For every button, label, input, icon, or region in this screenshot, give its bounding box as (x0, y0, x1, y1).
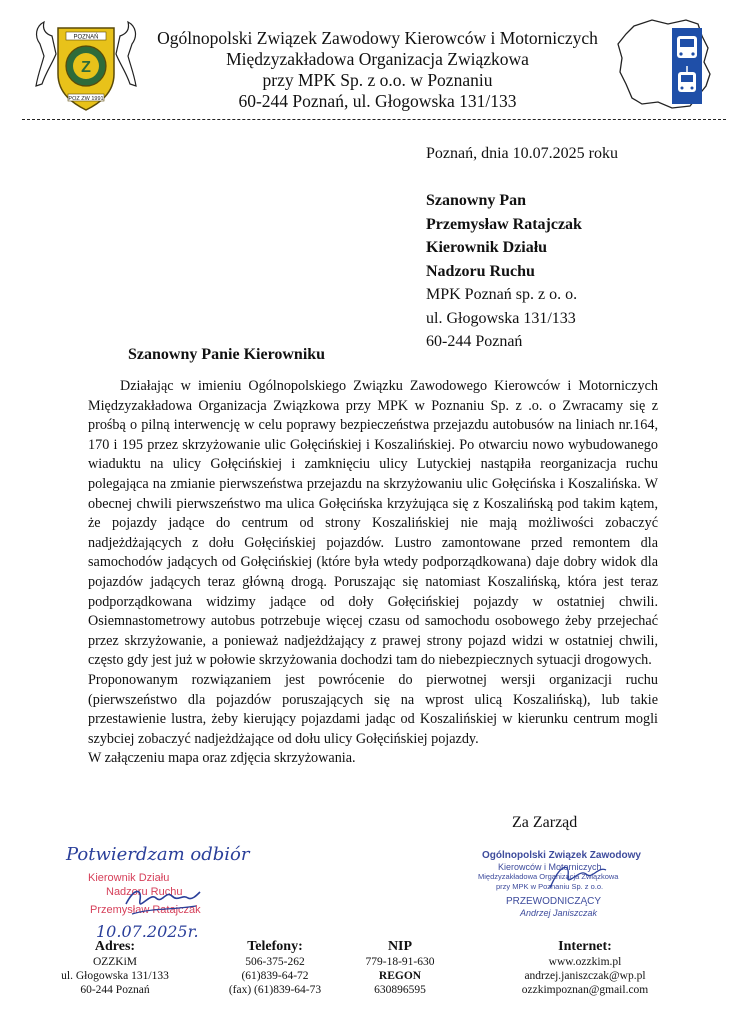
stamp-title: PRZEWODNICZĄCY (506, 896, 601, 907)
letter-body (88, 377, 658, 769)
handwritten-signature (122, 884, 202, 920)
body-paragraph: Działając w imieniu Ogólnopolskiego Związku Zawodowego Kierowców i Motorniczych Międzyzakładowa Organizacja Związkowa przy MPK w Poznaniu Sp. z .o. o Zwracamy się z prośbą o pilną interwencję w celu poprawy bezpieczeństwa przejazdu autobusów na liniach nr.164, 170 i 195 przez skrzyżowanie ulic Gołęcińskiej i Koszalińskiej. Po otwarciu nowo wybudowanego wiaduktu na ulicy Gołęcińskiej i zamknięciu ulicy Lutyckiej nastąpiła reorganizacja ruchu polegająca na zmianie pierwszeństwa przejazdu na skrzyżowaniu ulic Gołęcińska i Koszalińska. W obecnej chwili pierwszeństwo ma ulica Gołęcińska krzyżująca się z Koszalińską pod takim kątem, że pojazdy jadące do centrum od strony Koszalińskiej nie mają możliwości zobaczyć nadjeżdżających z dołu Gołęcińskiej pojazdów. Lustro zamontowane przed remontem dla samochodów jadących od Gołęcińskiej (które była wtedy podporządkowana) daje dobry widok dla pojazdów jadących teraz główną drogą. Poruszając się natomiast Koszalińską, która jest teraz podporządkowana widzimy jadące od doły Gołęcińskiej pojazdy w ostatniej chwili. Osiemnastometrowy autobus potrzebuje więcej czasu od samochodu osobowego żeby przejechać przez skrzyżowanie, a ponieważ nadjeżdżający z prawej strony pojazd widzi w ostatniej chwili, często gdy jest już w połowie skrzyżowania dochodzi tam do niebezpiecznych sytuacji drogowych. (88, 378, 658, 669)
footer-email-link[interactable]: ozzkimpoznan@gmail.com (521, 984, 649, 996)
stamp-line: przy MPK w Poznaniu Sp. z o.o. (496, 882, 604, 891)
stamp-line: Przemysław Ratajczak (90, 904, 201, 916)
for-board-label: Za Zarząd (512, 814, 578, 831)
handwritten-date: 10.07.2025r. (96, 922, 199, 941)
union-logo (30, 14, 142, 114)
header-line-1: Ogólnopolski Związek Zawodowy Kierowców i Motorniczych (157, 28, 598, 48)
footer-line: (fax) (61)839-64-73 (228, 984, 322, 996)
letter-date: Poznań, dnia 10.07.2025 roku (426, 145, 618, 162)
header-divider (22, 119, 726, 120)
recipient-line: ul. Głogowska 131/133 (426, 309, 576, 327)
handwritten-confirmation: Potwierdzam odbiór (66, 844, 250, 865)
footer-line: 60-244 Poznań (80, 984, 150, 996)
footer-line: ul. Głogowska 131/133 (61, 970, 169, 982)
footer-address (40, 938, 190, 997)
footer-line: OZZKiM (92, 956, 138, 968)
footer-heading: Internet: (558, 939, 612, 954)
body-paragraph: W załączeniu mapa oraz zdjęcia skrzyżowania. (88, 750, 356, 767)
footer-regon-value: 630896595 (374, 984, 426, 996)
header-line-4: 60-244 Poznań, ul. Głogowska 131/133 (238, 91, 517, 111)
footer-heading: NIP (387, 939, 413, 954)
stamp-line: Kierowców i Motorniczych (498, 862, 602, 872)
footer-website-link[interactable]: www.ozzkim.pl (548, 956, 622, 968)
stamp-line: Ogólnopolski Związek Zawodowy (482, 850, 641, 861)
footer-email-link[interactable]: andrzej.janiszczak@wp.pl (524, 970, 646, 982)
recipient-line: Przemysław Ratajczak (426, 215, 582, 233)
recipient-line: 60-244 Poznań (426, 333, 523, 350)
footer-heading: Adres: (94, 939, 136, 954)
stamp-name: Andrzej Janiszczak (520, 908, 598, 918)
footer-nip-regon (340, 938, 460, 997)
footer-phones (205, 938, 345, 997)
stamp-line: Międzyzakładowa Organizacja Związkowa (478, 872, 619, 881)
stamp-line: Nadzoru Ruchu (106, 886, 183, 898)
footer-internet (500, 938, 670, 997)
footer-line: (61)839-64-72 (241, 970, 309, 982)
header-line-2: Międzyzakładowa Organizacja Związkowa (226, 49, 529, 69)
recipient-line: Kierownik Działu (426, 239, 548, 256)
union-stamp (476, 850, 646, 920)
stamp-line: Kierownik Działu (88, 872, 170, 884)
footer-line: 506-375-262 (245, 956, 305, 968)
logo-bottom-text: POZ ZW 1991 (68, 96, 104, 102)
recipient-block (426, 189, 582, 354)
recipient-line: Nadzoru Ruchu (426, 262, 535, 280)
signature-scribble (546, 858, 616, 898)
recipient-line: MPK Poznań sp. z o. o. (426, 286, 578, 303)
footer-regon-heading: REGON (378, 970, 422, 982)
poland-map-logo (612, 14, 717, 114)
header-line-3: przy MPK Sp. z o.o. w Poznaniu (262, 70, 493, 90)
logo-top-text: POZNAŃ (73, 34, 99, 41)
organization-header (150, 28, 605, 112)
bus-icon (677, 36, 697, 58)
recipient-line: Szanowny Pan (426, 192, 527, 209)
salutation: Szanowny Panie Kierowniku (128, 346, 326, 363)
footer-nip-value: 779-18-91-630 (365, 956, 435, 968)
receipt-confirmation (62, 842, 262, 942)
body-paragraph: Proponowanym rozwiązaniem jest powrócenie do pierwotnej wersji organizacji ruchu (pierwszeństwo dla pojazdów poruszających się na wprost ulicą Koszalińską), lub takie przestawienie lustra, żeby kierujący pojazdami jadąc od Koszalińskiej w kierunku centrum mogli szybciej zobaczyć nadjeżdżające od dołu ulicy Gołęcińskiej pojazdy. (88, 671, 658, 747)
footer-heading: Telefony: (247, 939, 303, 954)
logo-initial: Z (81, 59, 91, 76)
